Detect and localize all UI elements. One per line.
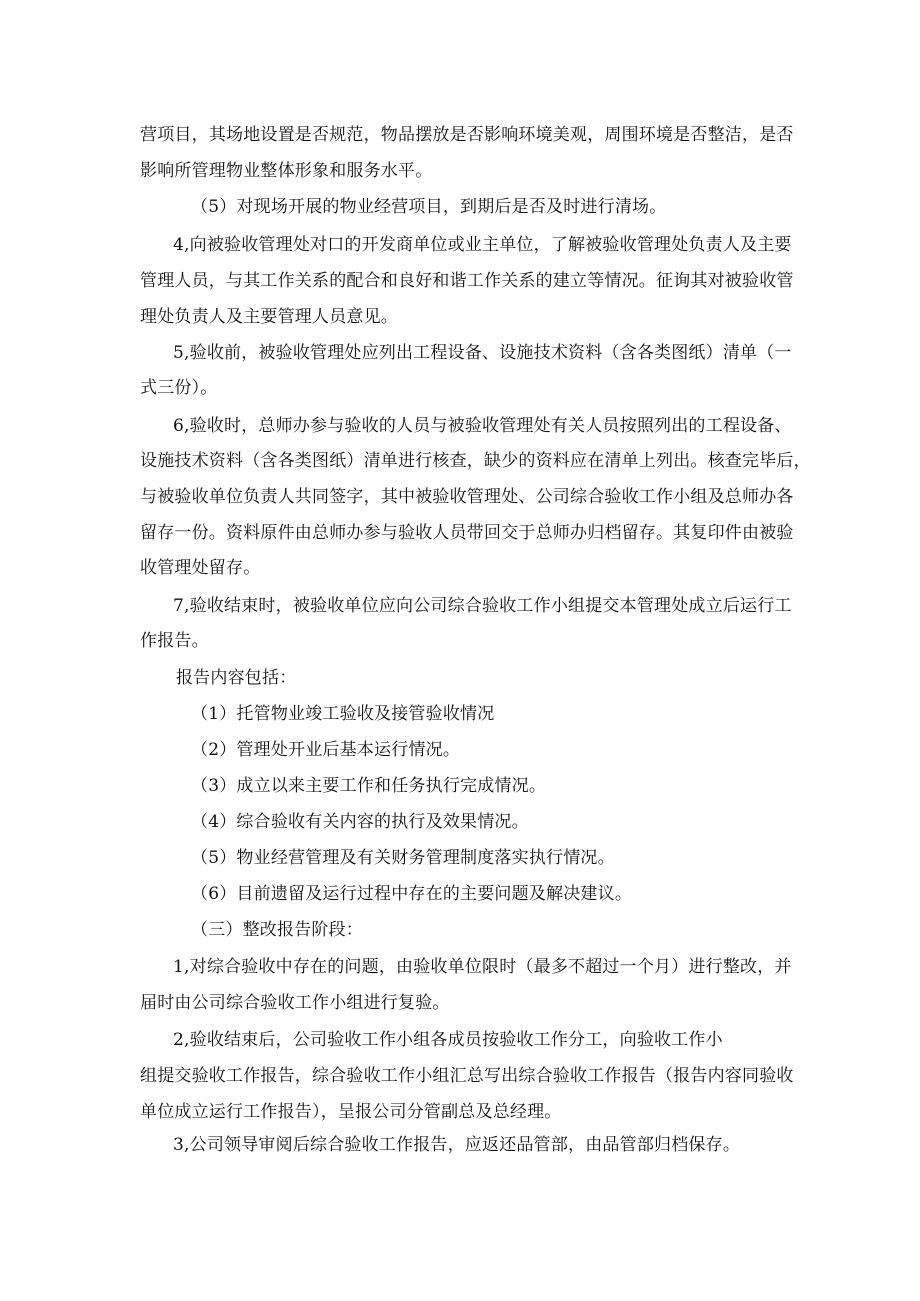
text-line: 收管理处留存。 bbox=[140, 558, 261, 578]
text-line: 6,验收时，总师办参与验收的人员与被验收管理处有关人员按照列出的工程设备、 bbox=[173, 416, 792, 436]
text-line: 7,验收结束时，被验收单位应向公司综合验收工作小组提交本管理处成立后运行工 bbox=[173, 596, 792, 616]
text-line: 营项目，其场地设置是否规范，物品摆放是否影响环境美观，周围环境是否整洁，是否 bbox=[140, 125, 794, 145]
text-line: 报告内容包括： bbox=[176, 668, 297, 688]
text-line: 管理人员，与其工作关系的配合和良好和谐工作关系的建立等情况。征询其对被验收管 bbox=[140, 271, 794, 291]
text-line: 组提交验收工作报告，综合验收工作小组汇总写出综合验收工作报告（报告内容同验收 bbox=[140, 1066, 794, 1086]
list-item: （6）目前遗留及运行过程中存在的主要问题及解决建议。 bbox=[191, 884, 633, 904]
text-line: 式三份）。 bbox=[140, 378, 218, 398]
text-line: 理处负责人及主要管理人员意见。 bbox=[140, 307, 398, 327]
text-line: 5,验收前，被验收管理处应列出工程设备、设施技术资料（含各类图纸）清单（一 bbox=[173, 343, 792, 363]
text-line: 3,公司领导审阅后综合验收工作报告，应返还品管部，由品管部归档保存。 bbox=[173, 1135, 741, 1155]
text-line: 4,向被验收管理处对口的开发商单位或业主单位，了解被验收管理处负责人及主要 bbox=[173, 235, 792, 255]
list-item: （4）综合验收有关内容的执行及效果情况。 bbox=[191, 812, 529, 832]
text-line: 单位成立运行工作报告），呈报公司分管副总及总经理。 bbox=[140, 1102, 562, 1122]
text-line: 1,对综合验收中存在的问题，由验收单位限时（最多不超过一个月）进行整改，并 bbox=[173, 957, 792, 977]
text-line: 与被验收单位负责人共同签字，其中被验收管理处、公司综合验收工作小组及总师办各 bbox=[140, 487, 794, 507]
list-item: （2）管理处开业后基本运行情况。 bbox=[191, 740, 461, 760]
list-item: （5）物业经营管理及有关财务管理制度落实执行情况。 bbox=[191, 848, 615, 868]
text-line: （5）对现场开展的物业经营项目，到期后是否及时进行清场。 bbox=[191, 197, 667, 217]
text-line: 作报告。 bbox=[140, 631, 209, 651]
list-item: （3）成立以来主要工作和任务执行完成情况。 bbox=[191, 776, 547, 796]
section-heading: （三）整改报告阶段： bbox=[191, 920, 363, 940]
text-line: 影响所管理物业整体形象和服务水平。 bbox=[140, 161, 433, 181]
text-line: 留存一份。资料原件由总师办参与验收人员带回交于总师办归档留存。其复印件由被验 bbox=[140, 523, 794, 543]
text-line: 2,验收结束后，公司验收工作小组各成员按验收工作分工，向验收工作小 bbox=[173, 1030, 723, 1050]
list-item: （1）托管物业竣工验收及接管验收情况 bbox=[191, 704, 495, 724]
text-line: 届时由公司综合验收工作小组进行复验。 bbox=[140, 993, 450, 1013]
text-line: 设施技术资料（含各类图纸）清单进行核查，缺少的资料应在清单上列出。核查完毕后， bbox=[140, 451, 811, 471]
